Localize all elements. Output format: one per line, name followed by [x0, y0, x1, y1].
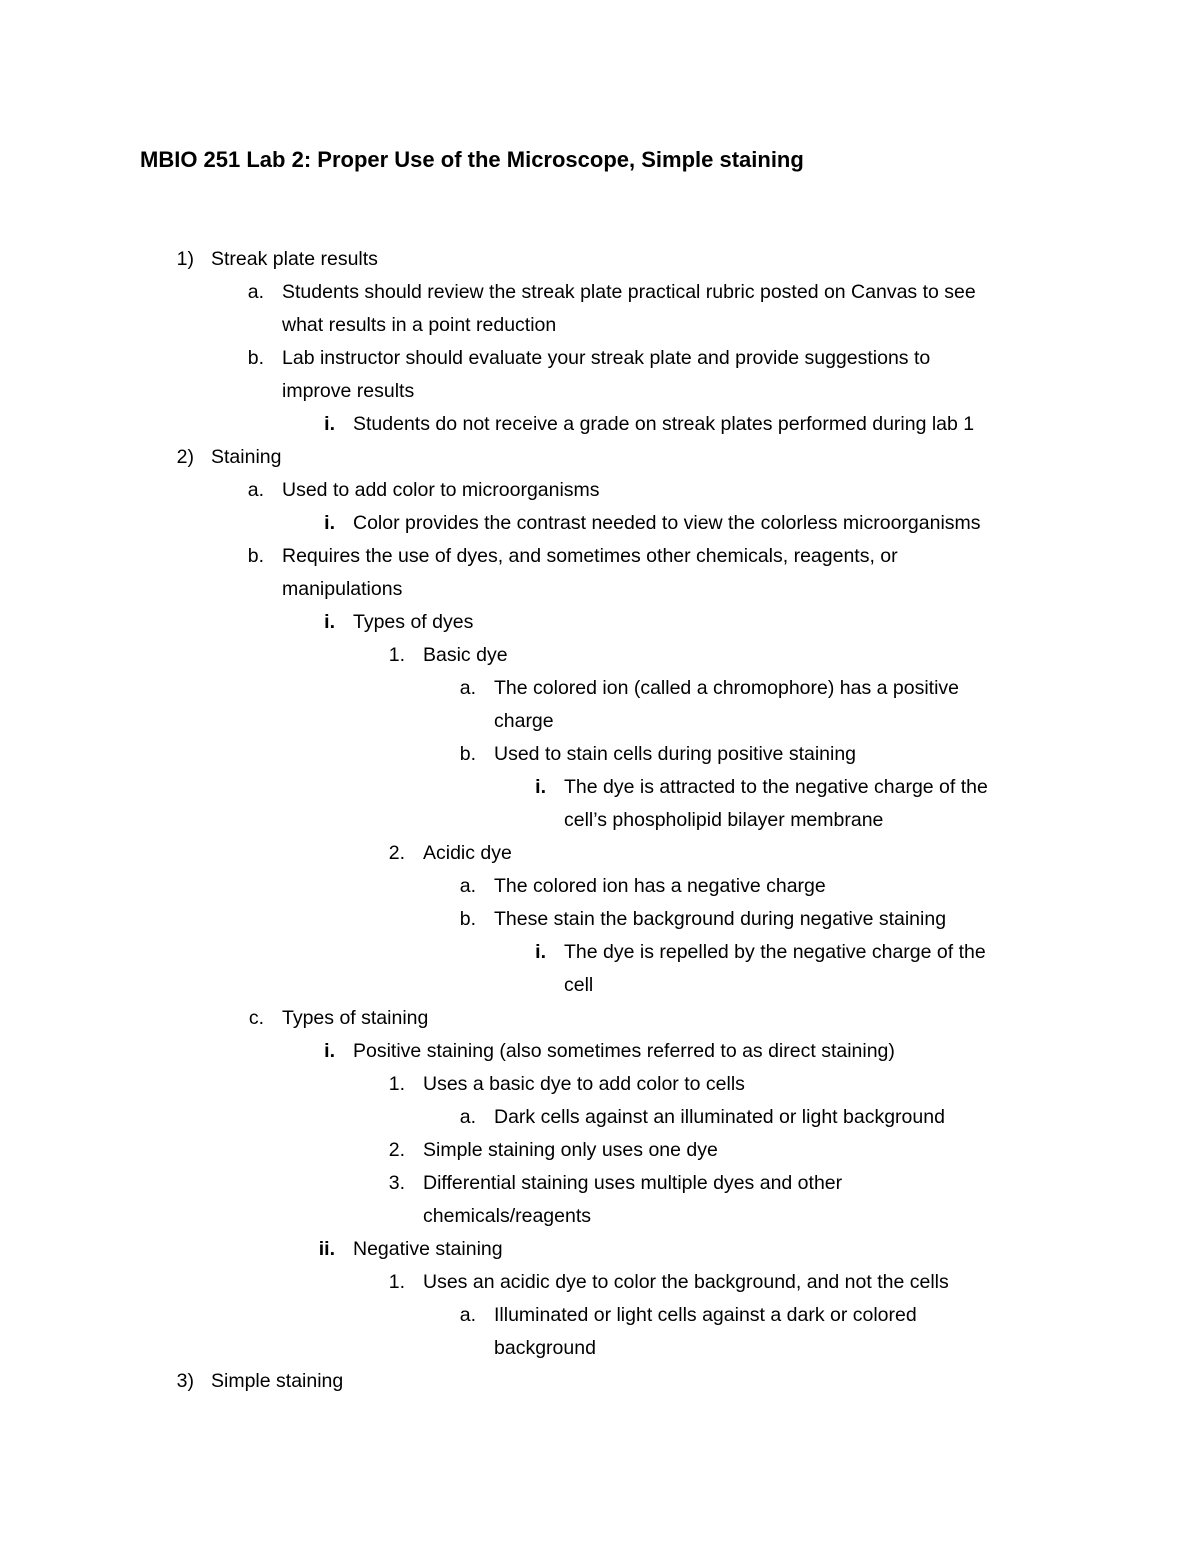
outline-item: [0, 672, 1200, 705]
outline-item: [0, 1299, 1200, 1332]
list-item-text: The dye is attracted to the negative charge of the: [564, 776, 988, 798]
list-marker: i.: [535, 941, 546, 963]
outline-item: [0, 606, 1200, 639]
list-item-text: The dye is repelled by the negative charge of the: [564, 941, 986, 963]
list-marker: b.: [247, 545, 264, 567]
outline-item: [0, 276, 1200, 309]
list-marker: 1.: [388, 1271, 405, 1293]
outline-item: [0, 1167, 1200, 1200]
list-marker: 3): [176, 1370, 194, 1392]
list-item-text: Used to stain cells during positive staining: [494, 743, 857, 765]
list-marker: a.: [247, 479, 264, 501]
outline-item: [0, 1035, 1200, 1068]
list-item-continuation: manipulations: [282, 578, 403, 600]
outline-item: [0, 738, 1200, 771]
list-item-text: Uses an acidic dye to color the background, and not the cells: [423, 1271, 949, 1293]
list-item-continuation: chemicals/reagents: [423, 1205, 591, 1227]
list-marker: i.: [324, 1040, 335, 1062]
list-item-continuation: cell: [564, 974, 594, 996]
outline-item: [0, 507, 1200, 540]
list-marker: a.: [459, 677, 476, 699]
outline-item: [0, 243, 1200, 276]
list-item-text: Illuminated or light cells against a dark or colored: [494, 1304, 917, 1326]
outline-item: [0, 639, 1200, 672]
list-marker: i.: [324, 611, 335, 633]
list-item-text: The colored ion has a negative charge: [494, 875, 826, 897]
list-item-text: Simple staining only uses one dye: [423, 1139, 718, 1161]
outline-item: [0, 408, 1200, 441]
list-item-text: Differential staining uses multiple dyes and other: [423, 1172, 843, 1194]
outline-item: [0, 1365, 1200, 1398]
list-marker: 2): [176, 446, 194, 468]
outline-item: [0, 342, 1200, 375]
list-marker: a.: [247, 281, 264, 303]
outline-item: [0, 837, 1200, 870]
list-item-text: The colored ion (called a chromophore) has a positive: [494, 677, 960, 699]
list-item-text: Types of dyes: [353, 611, 474, 633]
page-title: MBIO 251 Lab 2: Proper Use of the Microscope, Simple staining: [140, 147, 804, 172]
list-item-text: Types of staining: [282, 1007, 429, 1029]
outline-item: [0, 903, 1200, 936]
list-item-text: Uses a basic dye to add color to cells: [423, 1073, 745, 1095]
list-marker: 2.: [388, 842, 405, 864]
list-marker: 1.: [388, 644, 405, 666]
list-item-text: Students do not receive a grade on streak plates performed during lab 1: [353, 413, 975, 435]
list-item-continuation: cell’s phospholipid bilayer membrane: [564, 809, 884, 831]
list-item-continuation: improve results: [282, 380, 415, 402]
outline-item: [0, 936, 1200, 969]
list-marker: a.: [459, 1304, 476, 1326]
list-marker: ii.: [318, 1238, 335, 1260]
list-item-text: Basic dye: [423, 644, 508, 666]
list-marker: b.: [459, 743, 476, 765]
list-item-text: Dark cells against an illuminated or light background: [494, 1106, 945, 1128]
outline-item: [0, 771, 1200, 804]
list-marker: 1.: [388, 1073, 405, 1095]
list-marker: i.: [324, 413, 335, 435]
list-item-continuation: background: [494, 1337, 596, 1359]
list-marker: b.: [247, 347, 264, 369]
list-marker: c.: [248, 1007, 264, 1029]
list-item-continuation: what results in a point reduction: [282, 314, 557, 336]
outline-item: [0, 1233, 1200, 1266]
outline-item: [0, 474, 1200, 507]
list-marker: 2.: [388, 1139, 405, 1161]
list-item-text: Positive staining (also sometimes referred to as direct staining): [353, 1040, 895, 1062]
outline-item: [0, 540, 1200, 573]
list-item-text: These stain the background during negative staining: [494, 908, 947, 930]
list-item-text: Color provides the contrast needed to view the colorless microorganisms: [353, 512, 981, 534]
outline-item: [0, 1134, 1200, 1167]
list-item-text: Streak plate results: [211, 248, 378, 270]
outline-item: [0, 1266, 1200, 1299]
list-item-text: Students should review the streak plate practical rubric posted on Canvas to see: [282, 281, 976, 303]
list-item-continuation: charge: [494, 710, 554, 732]
list-marker: 1): [176, 248, 194, 270]
list-marker: 3.: [388, 1172, 405, 1194]
outline-item: [0, 1002, 1200, 1035]
list-marker: a.: [459, 875, 476, 897]
list-item-text: Staining: [211, 446, 282, 468]
outline-item: [0, 1101, 1200, 1134]
list-marker: a.: [459, 1106, 476, 1128]
outline-item: [0, 1068, 1200, 1101]
list-marker: i.: [324, 512, 335, 534]
outline-item: [0, 870, 1200, 903]
list-item-text: Used to add color to microorganisms: [282, 479, 600, 501]
list-item-text: Lab instructor should evaluate your streak plate and provide suggestions to: [282, 347, 931, 369]
list-item-text: Requires the use of dyes, and sometimes other chemicals, reagents, or: [282, 545, 898, 567]
outline-item: [0, 441, 1200, 474]
list-marker: i.: [535, 776, 546, 798]
list-item-text: Negative staining: [353, 1238, 503, 1260]
list-item-text: Acidic dye: [423, 842, 512, 864]
list-marker: b.: [459, 908, 476, 930]
list-item-text: Simple staining: [211, 1370, 344, 1392]
